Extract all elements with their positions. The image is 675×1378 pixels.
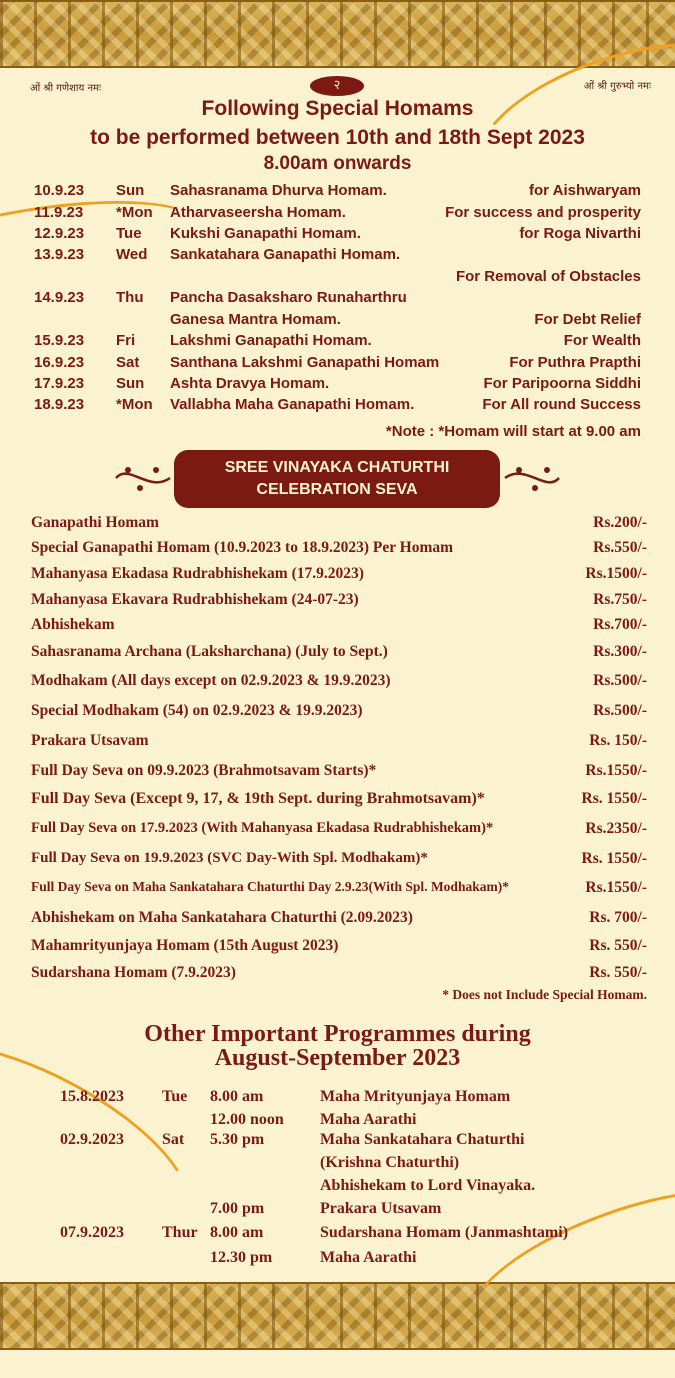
programme-date: 07.9.2023 — [60, 1224, 124, 1241]
seva-item-name: Special Ganapathi Homam (10.9.2023 to 18.9.2023) Per Homam — [31, 539, 454, 556]
homam-purpose: For Wealth — [563, 332, 641, 349]
seva-item-name: Full Day Seva on 17.9.2023 (With Mahanyasa Ekadasa Rudrabhishekam)* — [31, 820, 494, 836]
programme-day: Tue — [162, 1088, 188, 1105]
homam-date: 15.9.23 — [34, 332, 85, 349]
homam-day: Sun — [116, 375, 145, 392]
homam-name: Sankatahara Ganapathi Homam. — [170, 246, 401, 263]
right-vine-ornament-icon — [503, 458, 561, 498]
homam-purpose: For Paripoorna Siddhi — [483, 375, 641, 392]
seva-item-name: Abhishekam on Maha Sankatahara Chaturthi (2.09.2023) — [31, 909, 413, 926]
programme-date: 15.8.2023 — [60, 1088, 124, 1105]
seva-item-price: Rs.1550/- — [585, 762, 647, 779]
homam-day: *Mon — [116, 204, 153, 221]
homam-day: Wed — [116, 246, 148, 263]
left-vine-ornament-icon — [114, 458, 172, 498]
homam-purpose: For Debt Relief — [534, 311, 641, 328]
programme-time: 7.00 pm — [210, 1200, 265, 1217]
seva-item-price: Rs.750/- — [593, 591, 647, 608]
programme-event: (Krishna Chaturthi) — [320, 1154, 460, 1171]
homam-purpose: For success and prosperity — [445, 204, 641, 221]
programme-event: Maha Aarathi — [320, 1249, 417, 1266]
homam-day: Tue — [116, 225, 142, 242]
page-subtitle: to be performed between 10th and 18th Sept 2023 — [90, 126, 585, 149]
homam-note: *Note : *Homam will start at 9.00 am — [385, 423, 641, 440]
programme-time: 5.30 pm — [210, 1131, 265, 1148]
page-title: Following Special Homams — [201, 97, 474, 120]
page-number-badge: २ — [310, 76, 364, 96]
seva-item-price: Rs.700/- — [593, 616, 647, 633]
seva-item-name: Sahasranama Archana (Laksharchana) (July to Sept.) — [31, 643, 388, 660]
programme-event: Abhishekam to Lord Vinayaka. — [320, 1177, 536, 1194]
programme-time: 8.00 am — [210, 1088, 264, 1105]
seva-item-name: Abhishekam — [31, 616, 115, 633]
seva-item-name: Modhakam (All days except on 02.9.2023 & 19.9.2023) — [31, 672, 391, 689]
start-time: 8.00am onwards — [263, 153, 412, 174]
seva-item-name: Ganapathi Homam — [31, 514, 159, 531]
seva-item-price: Rs. 700/- — [589, 909, 647, 926]
programme-event: Prakara Utsavam — [320, 1200, 442, 1217]
homam-name: Ashta Dravya Homam. — [170, 375, 330, 392]
homam-name: Sahasranama Dhurva Homam. — [170, 182, 387, 199]
homam-day: Thu — [116, 289, 144, 306]
homam-date: 18.9.23 — [34, 396, 85, 413]
programme-date: 02.9.2023 — [60, 1131, 124, 1148]
homam-date: 10.9.23 — [34, 182, 85, 199]
seva-item-name: Mahamrityunjaya Homam (15th August 2023) — [31, 937, 339, 954]
seva-item-price: Rs. 550/- — [589, 937, 647, 954]
programmes-title: Other Important Programmes during — [144, 1021, 531, 1047]
seva-item-price: Rs.550/- — [593, 539, 647, 556]
seva-item-name: Full Day Seva on Maha Sankatahara Chaturthi Day 2.9.23(With Spl. Modhakam)* — [31, 879, 509, 894]
programme-event: Maha Mrityunjaya Homam — [320, 1088, 511, 1105]
seva-item-price: Rs. 1550/- — [581, 850, 647, 867]
homam-date: 12.9.23 — [34, 225, 85, 242]
homam-date: 14.9.23 — [34, 289, 85, 306]
homam-name: Ganesa Mantra Homam. — [170, 311, 341, 328]
seva-item-price: Rs.2350/- — [585, 820, 647, 837]
homam-purpose: for Roga Nivarthi — [519, 225, 641, 242]
homam-purpose: For Removal of Obstacles — [455, 268, 641, 285]
seva-item-name: Prakara Utsavam — [31, 732, 149, 749]
seva-item-price: Rs.500/- — [593, 672, 647, 689]
header-right-invocation: ओं श्री गुरुभ्यो नमः — [583, 81, 651, 92]
seva-item-price: Rs.300/- — [593, 643, 647, 660]
seva-item-price: Rs.200/- — [593, 514, 647, 531]
programme-day: Sat — [162, 1131, 185, 1148]
seva-item-name: Full Day Seva on 09.9.2023 (Brahmotsavam Starts)* — [31, 762, 377, 779]
homam-purpose: For Puthra Prapthi — [509, 354, 641, 371]
homam-date: 16.9.23 — [34, 354, 85, 371]
seva-item-price: Rs. 150/- — [589, 732, 647, 749]
programme-event: Maha Sankatahara Chaturthi — [320, 1131, 525, 1148]
seva-item-name: Full Day Seva (Except 9, 17, & 19th Sept. during Brahmotsavam)* — [31, 790, 485, 807]
seva-item-name: Mahanyasa Ekavara Rudrabhishekam (24-07-23) — [31, 591, 359, 608]
homam-name: Lakshmi Ganapathi Homam. — [170, 332, 372, 349]
seva-item-price: Rs.500/- — [593, 702, 647, 719]
homam-day: Sat — [116, 354, 140, 371]
seva-item-price: Rs.1500/- — [585, 565, 647, 582]
homam-name: Atharvaseersha Homam. — [170, 204, 346, 221]
programme-time: 8.00 am — [210, 1224, 264, 1241]
homam-name: Pancha Dasaksharo Runaharthru — [170, 289, 407, 306]
top-ornamental-border — [0, 0, 675, 68]
seva-banner — [174, 450, 500, 508]
homam-date: 17.9.23 — [34, 375, 85, 392]
seva-item-name: Sudarshana Homam (7.9.2023) — [31, 964, 236, 981]
seva-item-price: Rs. 550/- — [589, 964, 647, 981]
programme-time: 12.30 pm — [210, 1249, 273, 1266]
homam-day: *Mon — [116, 396, 153, 413]
header-left-invocation: ओं श्री गणेशाय नमः — [30, 83, 102, 94]
homam-name: Kukshi Ganapathi Homam. — [170, 225, 361, 242]
programme-event: Sudarshana Homam (Janmashtami) — [320, 1224, 569, 1241]
seva-item-name: Mahanyasa Ekadasa Rudrabhishekam (17.9.2023) — [31, 565, 364, 582]
seva-item-price: Rs. 1550/- — [581, 790, 647, 807]
banner-line-2: CELEBRATION SEVA — [256, 481, 418, 498]
programmes-subtitle: August-September 2023 — [214, 1045, 461, 1071]
seva-item-name: Special Modhakam (54) on 02.9.2023 & 19.9.2023) — [31, 702, 363, 719]
homam-date: 13.9.23 — [34, 246, 85, 263]
homam-name: Vallabha Maha Ganapathi Homam. — [170, 396, 415, 413]
homam-date: 11.9.23 — [34, 204, 84, 221]
seva-note: * Does not Include Special Homam. — [442, 987, 647, 1002]
seva-item-name: Full Day Seva on 19.9.2023 (SVC Day-With Spl. Modhakam)* — [31, 850, 428, 866]
programme-day: Thur — [162, 1224, 198, 1241]
homam-purpose: For All round Success — [482, 396, 641, 413]
homam-day: Fri — [116, 332, 136, 349]
homam-name: Santhana Lakshmi Ganapathi Homam — [170, 354, 440, 371]
homam-day: Sun — [116, 182, 145, 199]
banner-line-1: SREE VINAYAKA CHATURTHI — [224, 459, 450, 476]
seva-item-price: Rs.1550/- — [585, 879, 647, 896]
programme-event: Maha Aarathi — [320, 1111, 417, 1128]
homam-purpose: for Aishwaryam — [529, 182, 641, 199]
programme-time: 12.00 noon — [210, 1111, 284, 1128]
